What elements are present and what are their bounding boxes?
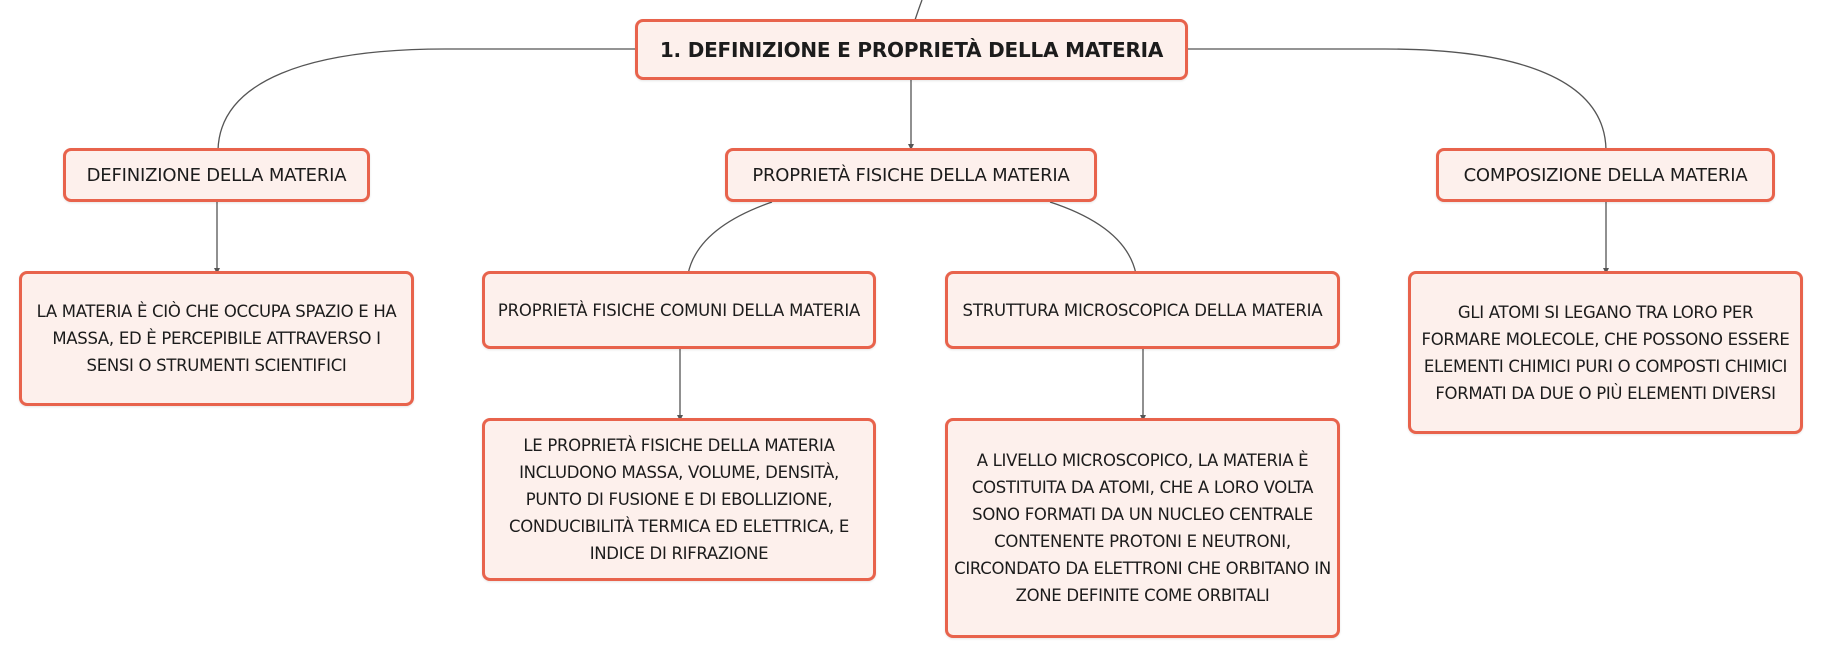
composizione-text-box[interactable]: [1408, 271, 1803, 434]
topic-proprieta-fisiche-label: PROPRIETÀ FISICHE DELLA MATERIA: [752, 164, 1070, 186]
topic-definizione[interactable]: [63, 148, 370, 202]
topic-composizione-label: COMPOSIZIONE DELLA MATERIA: [1463, 164, 1748, 186]
subtopic-proprieta-comuni-label: PROPRIETÀ FISICHE COMUNI DELLA MATERIA: [497, 300, 861, 320]
definizione-text-box[interactable]: [19, 271, 414, 406]
root-topic-label: 1. DEFINIZIONE E PROPRIETÀ DELLA MATERIA: [659, 37, 1164, 62]
subtopic-struttura-microscopica[interactable]: [945, 271, 1340, 349]
topic-composizione[interactable]: [1436, 148, 1775, 202]
topic-definizione-label: DEFINIZIONE DELLA MATERIA: [86, 164, 347, 186]
struttura-microscopica-text: A LIVELLO MICROSCOPICO, LA MATERIA È COSTITUITA DA ATOMI, CHE A LORO VOLTA SONO FORMATI DA UN NUCLEO CENTRALE CONTENENTE PROTONI E NEUTRONI, CIRCONDATO DA ELETTRONI CHE ORBITANO IN ZONE DEFINITE COME ORBITALI: [954, 451, 1331, 605]
connector-root-composizione: [1188, 49, 1606, 150]
root-topic[interactable]: [635, 19, 1188, 80]
struttura-microscopica-text-box[interactable]: [945, 418, 1340, 638]
connector-proprieta-comuni: [688, 202, 772, 274]
connector-parent-in: [915, 0, 922, 20]
definizione-text: LA MATERIA È CIÒ CHE OCCUPA SPAZIO E HA MASSA, ED È PERCEPIBILE ATTRAVERSO I SENSI O STRUMENTI SCIENTIFICI: [36, 302, 397, 375]
connector-proprieta-microscopica: [1050, 202, 1136, 274]
connector-root-definizione: [218, 49, 635, 150]
proprieta-comuni-text: LE PROPRIETÀ FISICHE DELLA MATERIA INCLUDONO MASSA, VOLUME, DENSITÀ, PUNTO DI FUSIONE E DI EBOLLIZIONE, CONDUCIBILITÀ TERMICA ED ELETTRICA, E INDICE DI RIFRAZIONE: [509, 436, 849, 563]
composizione-text: GLI ATOMI SI LEGANO TRA LORO PER FORMARE MOLECOLE, CHE POSSONO ESSERE ELEMENTI CHIMICI PURI O COMPOSTI CHIMICI FORMATI DA DUE O PIÙ ELEMENTI DIVERSI: [1421, 302, 1790, 403]
subtopic-proprieta-comuni[interactable]: [482, 271, 876, 349]
topic-proprieta-fisiche[interactable]: [725, 148, 1097, 202]
proprieta-comuni-text-box[interactable]: [482, 418, 876, 581]
subtopic-struttura-microscopica-label: STRUTTURA MICROSCOPICA DELLA MATERIA: [962, 300, 1323, 320]
